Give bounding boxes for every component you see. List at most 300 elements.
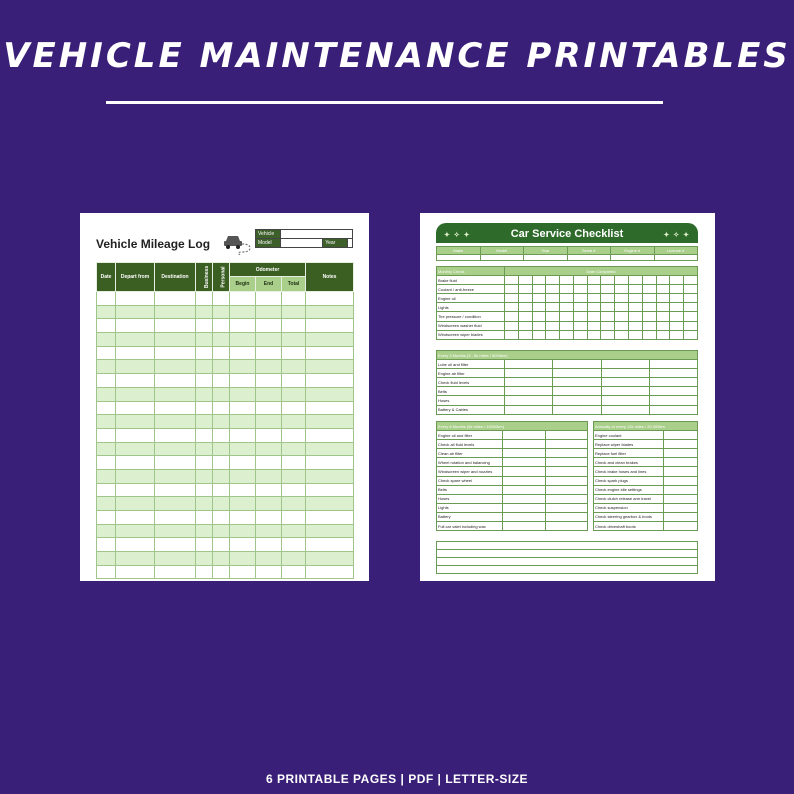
check-cell[interactable] xyxy=(587,312,601,321)
table-cell[interactable] xyxy=(116,442,155,456)
table-cell[interactable] xyxy=(116,428,155,442)
check-cell[interactable] xyxy=(532,303,546,312)
table-cell[interactable] xyxy=(97,401,116,415)
table-cell[interactable] xyxy=(116,456,155,470)
check-cell[interactable] xyxy=(503,494,546,503)
vehicle-field[interactable] xyxy=(280,230,352,239)
check-cell[interactable] xyxy=(545,440,588,449)
table-cell[interactable] xyxy=(155,538,196,552)
table-cell[interactable] xyxy=(256,428,282,442)
table-cell[interactable] xyxy=(116,511,155,525)
table-cell[interactable] xyxy=(213,469,230,483)
check-cell[interactable] xyxy=(573,294,587,303)
check-cell[interactable] xyxy=(656,276,670,285)
table-cell[interactable] xyxy=(116,360,155,374)
table-cell[interactable] xyxy=(306,428,354,442)
table-cell[interactable] xyxy=(155,333,196,347)
table-cell[interactable] xyxy=(230,415,256,429)
check-cell[interactable] xyxy=(615,330,629,339)
table-cell[interactable] xyxy=(196,387,213,401)
check-cell[interactable] xyxy=(601,321,615,330)
check-cell[interactable] xyxy=(684,285,698,294)
check-cell[interactable] xyxy=(553,360,601,369)
table-cell[interactable] xyxy=(306,401,354,415)
table-cell[interactable] xyxy=(116,319,155,333)
check-cell[interactable] xyxy=(505,396,553,405)
check-cell[interactable] xyxy=(573,276,587,285)
table-cell[interactable] xyxy=(155,442,196,456)
table-cell[interactable] xyxy=(230,360,256,374)
check-cell[interactable] xyxy=(505,285,519,294)
table-cell[interactable] xyxy=(282,524,306,538)
check-cell[interactable] xyxy=(573,303,587,312)
check-cell[interactable] xyxy=(546,303,560,312)
table-cell[interactable] xyxy=(116,387,155,401)
check-cell[interactable] xyxy=(664,449,698,458)
check-cell[interactable] xyxy=(684,276,698,285)
table-cell[interactable] xyxy=(256,374,282,388)
table-cell[interactable] xyxy=(155,346,196,360)
table-cell[interactable] xyxy=(116,565,155,579)
table-cell[interactable] xyxy=(213,360,230,374)
table-cell[interactable] xyxy=(213,442,230,456)
table-cell[interactable] xyxy=(196,497,213,511)
check-cell[interactable] xyxy=(664,512,698,521)
check-cell[interactable] xyxy=(587,276,601,285)
table-cell[interactable] xyxy=(230,538,256,552)
table-cell[interactable] xyxy=(230,442,256,456)
table-cell[interactable] xyxy=(213,333,230,347)
table-cell[interactable] xyxy=(306,538,354,552)
check-cell[interactable] xyxy=(545,522,588,531)
check-cell[interactable] xyxy=(503,522,546,531)
check-cell[interactable] xyxy=(546,294,560,303)
table-cell[interactable] xyxy=(256,538,282,552)
table-cell[interactable] xyxy=(116,524,155,538)
table-cell[interactable] xyxy=(282,387,306,401)
table-cell[interactable] xyxy=(230,305,256,319)
table-cell[interactable] xyxy=(196,538,213,552)
table-cell[interactable] xyxy=(282,565,306,579)
table-cell[interactable] xyxy=(196,415,213,429)
check-cell[interactable] xyxy=(601,276,615,285)
table-cell[interactable] xyxy=(213,415,230,429)
table-cell[interactable] xyxy=(306,552,354,566)
check-cell[interactable] xyxy=(545,503,588,512)
check-cell[interactable] xyxy=(601,369,649,378)
table-cell[interactable] xyxy=(256,497,282,511)
check-cell[interactable] xyxy=(656,303,670,312)
check-cell[interactable] xyxy=(656,312,670,321)
check-cell[interactable] xyxy=(642,330,656,339)
table-cell[interactable] xyxy=(230,524,256,538)
table-cell[interactable] xyxy=(230,552,256,566)
check-cell[interactable] xyxy=(505,369,553,378)
check-cell[interactable] xyxy=(670,312,684,321)
check-cell[interactable] xyxy=(601,285,615,294)
table-cell[interactable] xyxy=(282,319,306,333)
info-field-value[interactable] xyxy=(524,255,568,261)
check-cell[interactable] xyxy=(560,294,574,303)
table-cell[interactable] xyxy=(196,552,213,566)
table-cell[interactable] xyxy=(155,469,196,483)
table-cell[interactable] xyxy=(230,456,256,470)
check-cell[interactable] xyxy=(684,330,698,339)
check-cell[interactable] xyxy=(505,303,519,312)
check-cell[interactable] xyxy=(629,321,643,330)
check-cell[interactable] xyxy=(546,276,560,285)
table-cell[interactable] xyxy=(155,415,196,429)
check-cell[interactable] xyxy=(615,303,629,312)
check-cell[interactable] xyxy=(642,294,656,303)
table-cell[interactable] xyxy=(230,401,256,415)
table-cell[interactable] xyxy=(196,305,213,319)
table-cell[interactable] xyxy=(306,346,354,360)
table-cell[interactable] xyxy=(155,483,196,497)
check-cell[interactable] xyxy=(545,485,588,494)
check-cell[interactable] xyxy=(532,321,546,330)
table-cell[interactable] xyxy=(306,333,354,347)
check-cell[interactable] xyxy=(615,285,629,294)
table-cell[interactable] xyxy=(306,497,354,511)
check-cell[interactable] xyxy=(649,387,697,396)
check-cell[interactable] xyxy=(505,378,553,387)
check-cell[interactable] xyxy=(656,321,670,330)
table-cell[interactable] xyxy=(155,428,196,442)
info-field-value[interactable] xyxy=(567,255,611,261)
check-cell[interactable] xyxy=(505,294,519,303)
check-cell[interactable] xyxy=(656,285,670,294)
check-cell[interactable] xyxy=(532,312,546,321)
check-cell[interactable] xyxy=(532,330,546,339)
table-cell[interactable] xyxy=(306,387,354,401)
check-cell[interactable] xyxy=(560,303,574,312)
check-cell[interactable] xyxy=(649,396,697,405)
table-cell[interactable] xyxy=(155,387,196,401)
note-line[interactable] xyxy=(436,558,698,566)
table-cell[interactable] xyxy=(306,374,354,388)
check-cell[interactable] xyxy=(503,467,546,476)
table-cell[interactable] xyxy=(155,360,196,374)
check-cell[interactable] xyxy=(553,405,601,414)
check-cell[interactable] xyxy=(532,285,546,294)
check-cell[interactable] xyxy=(545,494,588,503)
table-cell[interactable] xyxy=(116,552,155,566)
table-cell[interactable] xyxy=(213,346,230,360)
table-cell[interactable] xyxy=(116,305,155,319)
check-cell[interactable] xyxy=(664,467,698,476)
table-cell[interactable] xyxy=(97,292,116,306)
table-cell[interactable] xyxy=(306,319,354,333)
check-cell[interactable] xyxy=(642,303,656,312)
check-cell[interactable] xyxy=(573,285,587,294)
check-cell[interactable] xyxy=(601,378,649,387)
table-cell[interactable] xyxy=(213,374,230,388)
check-cell[interactable] xyxy=(553,369,601,378)
check-cell[interactable] xyxy=(505,330,519,339)
check-cell[interactable] xyxy=(503,512,546,521)
table-cell[interactable] xyxy=(213,552,230,566)
check-cell[interactable] xyxy=(649,360,697,369)
check-cell[interactable] xyxy=(642,312,656,321)
check-cell[interactable] xyxy=(573,330,587,339)
table-cell[interactable] xyxy=(256,565,282,579)
table-cell[interactable] xyxy=(155,292,196,306)
table-cell[interactable] xyxy=(256,483,282,497)
check-cell[interactable] xyxy=(664,431,698,440)
check-cell[interactable] xyxy=(664,494,698,503)
table-cell[interactable] xyxy=(213,511,230,525)
table-cell[interactable] xyxy=(196,469,213,483)
table-cell[interactable] xyxy=(116,497,155,511)
check-cell[interactable] xyxy=(656,294,670,303)
check-cell[interactable] xyxy=(518,276,532,285)
table-cell[interactable] xyxy=(213,565,230,579)
table-cell[interactable] xyxy=(196,565,213,579)
table-cell[interactable] xyxy=(306,415,354,429)
table-cell[interactable] xyxy=(97,346,116,360)
check-cell[interactable] xyxy=(553,387,601,396)
check-cell[interactable] xyxy=(629,312,643,321)
check-cell[interactable] xyxy=(684,294,698,303)
check-cell[interactable] xyxy=(601,330,615,339)
table-cell[interactable] xyxy=(230,511,256,525)
table-cell[interactable] xyxy=(282,333,306,347)
table-cell[interactable] xyxy=(282,511,306,525)
table-cell[interactable] xyxy=(196,456,213,470)
check-cell[interactable] xyxy=(518,285,532,294)
check-cell[interactable] xyxy=(601,360,649,369)
note-line[interactable] xyxy=(436,541,698,550)
check-cell[interactable] xyxy=(587,285,601,294)
table-cell[interactable] xyxy=(282,469,306,483)
table-cell[interactable] xyxy=(256,346,282,360)
check-cell[interactable] xyxy=(545,467,588,476)
check-cell[interactable] xyxy=(649,405,697,414)
table-cell[interactable] xyxy=(196,333,213,347)
check-cell[interactable] xyxy=(629,303,643,312)
check-cell[interactable] xyxy=(503,503,546,512)
table-cell[interactable] xyxy=(97,415,116,429)
check-cell[interactable] xyxy=(546,321,560,330)
table-cell[interactable] xyxy=(196,442,213,456)
check-cell[interactable] xyxy=(684,321,698,330)
table-cell[interactable] xyxy=(213,387,230,401)
table-cell[interactable] xyxy=(213,401,230,415)
table-cell[interactable] xyxy=(155,497,196,511)
table-cell[interactable] xyxy=(306,305,354,319)
table-cell[interactable] xyxy=(97,374,116,388)
check-cell[interactable] xyxy=(670,285,684,294)
check-cell[interactable] xyxy=(560,330,574,339)
table-cell[interactable] xyxy=(306,565,354,579)
table-cell[interactable] xyxy=(196,524,213,538)
table-cell[interactable] xyxy=(196,292,213,306)
check-cell[interactable] xyxy=(503,485,546,494)
table-cell[interactable] xyxy=(155,319,196,333)
check-cell[interactable] xyxy=(587,330,601,339)
table-cell[interactable] xyxy=(213,456,230,470)
table-cell[interactable] xyxy=(97,524,116,538)
table-cell[interactable] xyxy=(213,524,230,538)
table-cell[interactable] xyxy=(97,305,116,319)
table-cell[interactable] xyxy=(256,469,282,483)
table-cell[interactable] xyxy=(97,333,116,347)
check-cell[interactable] xyxy=(573,312,587,321)
table-cell[interactable] xyxy=(196,483,213,497)
table-cell[interactable] xyxy=(230,319,256,333)
check-cell[interactable] xyxy=(629,330,643,339)
check-cell[interactable] xyxy=(546,312,560,321)
table-cell[interactable] xyxy=(256,333,282,347)
table-cell[interactable] xyxy=(97,483,116,497)
info-field-value[interactable] xyxy=(654,255,698,261)
info-field-value[interactable] xyxy=(611,255,655,261)
table-cell[interactable] xyxy=(306,511,354,525)
table-cell[interactable] xyxy=(282,360,306,374)
check-cell[interactable] xyxy=(615,312,629,321)
check-cell[interactable] xyxy=(670,294,684,303)
check-cell[interactable] xyxy=(601,405,649,414)
table-cell[interactable] xyxy=(256,292,282,306)
model-field[interactable] xyxy=(280,239,322,248)
table-cell[interactable] xyxy=(97,511,116,525)
check-cell[interactable] xyxy=(670,321,684,330)
table-cell[interactable] xyxy=(116,469,155,483)
check-cell[interactable] xyxy=(518,330,532,339)
table-cell[interactable] xyxy=(97,552,116,566)
table-cell[interactable] xyxy=(230,428,256,442)
table-cell[interactable] xyxy=(155,511,196,525)
table-cell[interactable] xyxy=(230,387,256,401)
check-cell[interactable] xyxy=(642,276,656,285)
check-cell[interactable] xyxy=(642,285,656,294)
check-cell[interactable] xyxy=(629,294,643,303)
table-cell[interactable] xyxy=(155,565,196,579)
table-cell[interactable] xyxy=(155,305,196,319)
check-cell[interactable] xyxy=(560,312,574,321)
table-cell[interactable] xyxy=(116,401,155,415)
table-cell[interactable] xyxy=(97,538,116,552)
check-cell[interactable] xyxy=(642,321,656,330)
table-cell[interactable] xyxy=(306,456,354,470)
table-cell[interactable] xyxy=(196,511,213,525)
check-cell[interactable] xyxy=(615,294,629,303)
table-cell[interactable] xyxy=(230,497,256,511)
table-cell[interactable] xyxy=(97,387,116,401)
table-cell[interactable] xyxy=(116,374,155,388)
check-cell[interactable] xyxy=(503,458,546,467)
check-cell[interactable] xyxy=(601,387,649,396)
check-cell[interactable] xyxy=(587,294,601,303)
table-cell[interactable] xyxy=(196,360,213,374)
table-cell[interactable] xyxy=(256,524,282,538)
check-cell[interactable] xyxy=(670,330,684,339)
table-cell[interactable] xyxy=(97,565,116,579)
table-cell[interactable] xyxy=(116,292,155,306)
table-cell[interactable] xyxy=(116,333,155,347)
check-cell[interactable] xyxy=(601,312,615,321)
note-line[interactable] xyxy=(436,550,698,558)
check-cell[interactable] xyxy=(670,276,684,285)
table-cell[interactable] xyxy=(213,497,230,511)
table-cell[interactable] xyxy=(196,346,213,360)
check-cell[interactable] xyxy=(601,396,649,405)
table-cell[interactable] xyxy=(213,305,230,319)
info-field-value[interactable] xyxy=(437,255,481,261)
table-cell[interactable] xyxy=(116,415,155,429)
table-cell[interactable] xyxy=(155,401,196,415)
table-cell[interactable] xyxy=(97,428,116,442)
check-cell[interactable] xyxy=(601,303,615,312)
year-field[interactable] xyxy=(348,239,353,248)
table-cell[interactable] xyxy=(155,456,196,470)
check-cell[interactable] xyxy=(664,476,698,485)
table-cell[interactable] xyxy=(213,319,230,333)
check-cell[interactable] xyxy=(505,276,519,285)
table-cell[interactable] xyxy=(306,469,354,483)
check-cell[interactable] xyxy=(545,458,588,467)
check-cell[interactable] xyxy=(560,276,574,285)
table-cell[interactable] xyxy=(196,374,213,388)
table-cell[interactable] xyxy=(282,346,306,360)
table-cell[interactable] xyxy=(282,552,306,566)
check-cell[interactable] xyxy=(560,321,574,330)
check-cell[interactable] xyxy=(629,276,643,285)
table-cell[interactable] xyxy=(256,415,282,429)
check-cell[interactable] xyxy=(684,312,698,321)
check-cell[interactable] xyxy=(503,431,546,440)
check-cell[interactable] xyxy=(664,503,698,512)
table-cell[interactable] xyxy=(282,442,306,456)
check-cell[interactable] xyxy=(518,294,532,303)
check-cell[interactable] xyxy=(545,449,588,458)
table-cell[interactable] xyxy=(282,374,306,388)
table-cell[interactable] xyxy=(256,511,282,525)
check-cell[interactable] xyxy=(629,285,643,294)
table-cell[interactable] xyxy=(213,428,230,442)
check-cell[interactable] xyxy=(615,276,629,285)
check-cell[interactable] xyxy=(649,378,697,387)
table-cell[interactable] xyxy=(282,305,306,319)
table-cell[interactable] xyxy=(306,483,354,497)
table-cell[interactable] xyxy=(282,497,306,511)
check-cell[interactable] xyxy=(670,303,684,312)
table-cell[interactable] xyxy=(256,442,282,456)
check-cell[interactable] xyxy=(656,330,670,339)
check-cell[interactable] xyxy=(518,312,532,321)
check-cell[interactable] xyxy=(503,476,546,485)
check-cell[interactable] xyxy=(518,321,532,330)
check-cell[interactable] xyxy=(664,485,698,494)
check-cell[interactable] xyxy=(532,276,546,285)
check-cell[interactable] xyxy=(503,449,546,458)
table-cell[interactable] xyxy=(256,401,282,415)
table-cell[interactable] xyxy=(213,538,230,552)
table-cell[interactable] xyxy=(282,415,306,429)
table-cell[interactable] xyxy=(282,538,306,552)
check-cell[interactable] xyxy=(664,522,698,531)
check-cell[interactable] xyxy=(532,294,546,303)
table-cell[interactable] xyxy=(282,483,306,497)
check-cell[interactable] xyxy=(518,303,532,312)
table-cell[interactable] xyxy=(155,374,196,388)
table-cell[interactable] xyxy=(155,524,196,538)
table-cell[interactable] xyxy=(116,346,155,360)
check-cell[interactable] xyxy=(649,369,697,378)
table-cell[interactable] xyxy=(256,552,282,566)
check-cell[interactable] xyxy=(560,285,574,294)
